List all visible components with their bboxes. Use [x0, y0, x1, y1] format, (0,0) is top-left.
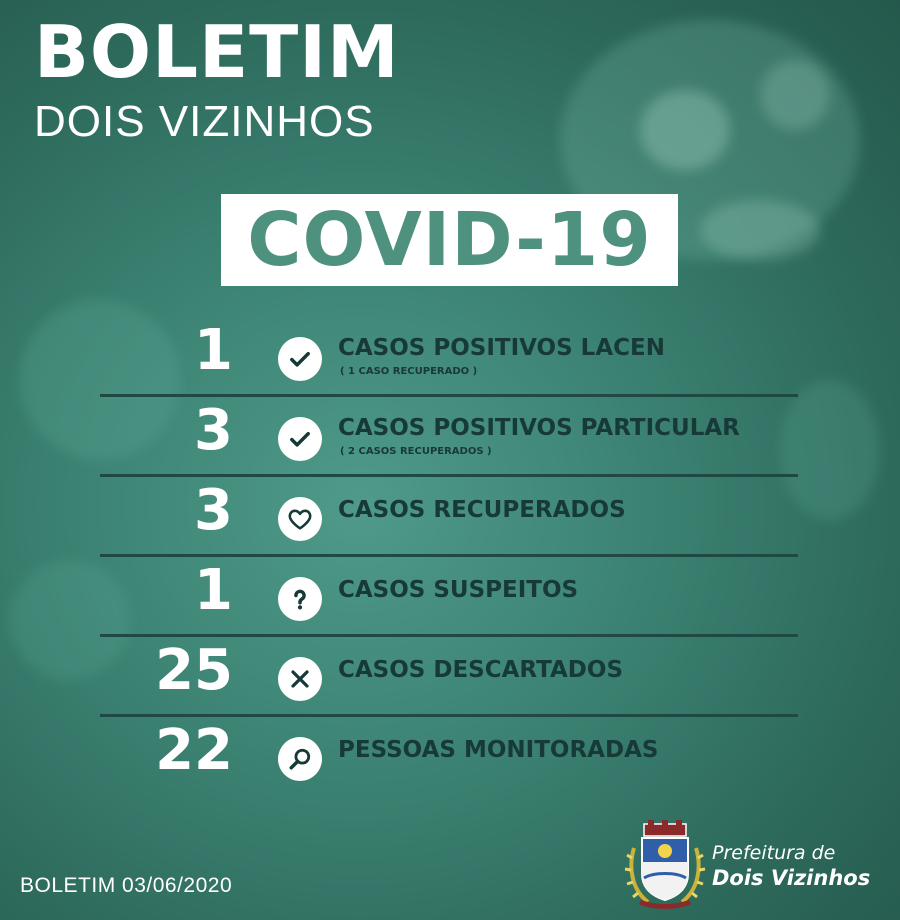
stat-value: 3 [194, 478, 233, 543]
stat-label: CASOS DESCARTADOS [338, 657, 624, 683]
heart-icon [278, 497, 322, 541]
page-title: BOLETIM [34, 10, 400, 94]
stat-value: 1 [194, 558, 233, 623]
stat-note: ( 1 CASO RECUPERADO ) [340, 366, 478, 377]
covid-banner [221, 194, 678, 286]
bulletin-date: BOLETIM 03/06/2020 [20, 874, 233, 897]
stat-row-positivos-lacen [100, 317, 798, 397]
stat-label: PESSOAS MONITORADAS [338, 737, 659, 763]
stat-row-monitoradas [100, 717, 798, 797]
stat-value: 3 [194, 398, 233, 463]
stat-row-recuperados [100, 477, 798, 557]
background-blur [760, 60, 830, 130]
municipal-seal-icon [624, 818, 706, 910]
stat-value: 25 [155, 638, 233, 703]
check-icon [278, 337, 322, 381]
stat-row-suspeitos [100, 557, 798, 637]
stat-value: 1 [194, 318, 233, 383]
stat-label: CASOS SUSPEITOS [338, 577, 579, 603]
check-icon [278, 417, 322, 461]
org-name-line1: Prefeitura de [712, 842, 836, 864]
org-name-line2: Dois Vizinhos [712, 866, 871, 890]
stat-value: 22 [155, 718, 233, 783]
page-subtitle: DOIS VIZINHOS [34, 97, 375, 146]
stat-label: CASOS RECUPERADOS [338, 497, 626, 523]
background-blur [700, 200, 820, 260]
stats-list [100, 317, 798, 797]
covid-banner-text: COVID-19 [247, 197, 652, 283]
stat-label: CASOS POSITIVOS PARTICULAR [338, 415, 740, 441]
stat-label: CASOS POSITIVOS LACEN [338, 335, 665, 361]
background-blur [640, 90, 730, 170]
stat-row-descartados [100, 637, 798, 717]
magnifier-icon [278, 737, 322, 781]
stat-note: ( 2 CASOS RECUPERADOS ) [340, 446, 492, 457]
stat-row-positivos-particular [100, 397, 798, 477]
question-icon [278, 577, 322, 621]
close-icon [278, 657, 322, 701]
